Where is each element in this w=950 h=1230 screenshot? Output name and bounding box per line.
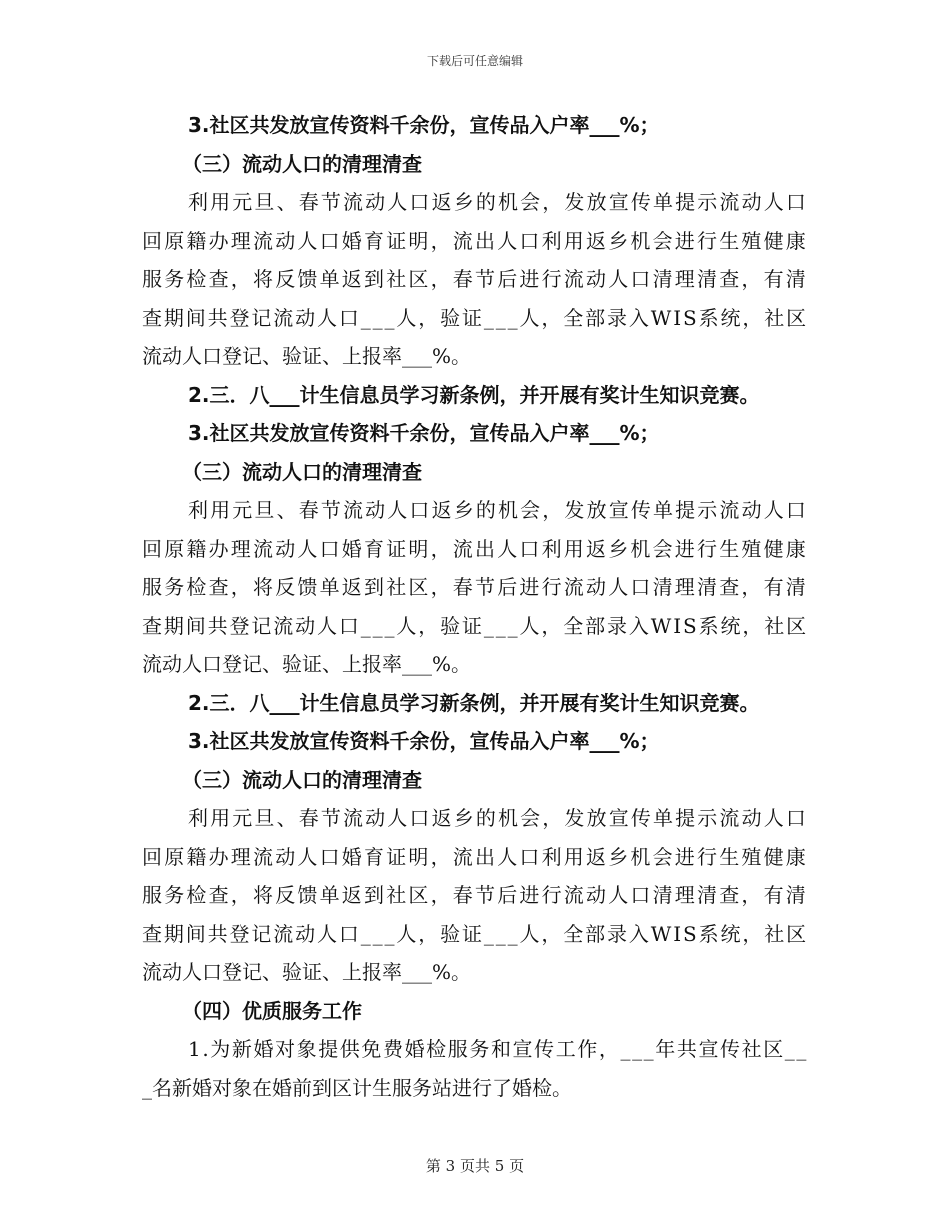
section-heading-line: （三）流动人口的清理清查 <box>182 459 422 484</box>
section-heading-line: 3.社区共发放宣传资料千余份，宣传品入户率___%； <box>188 729 660 753</box>
paragraph-line: 利用元旦、春节流动人口返乡的机会，发放宣传单提示流动人口 <box>188 806 808 830</box>
section-heading-line: 3.社区共发放宣传资料千余份，宣传品入户率___%； <box>188 113 660 137</box>
paragraph-line: 回原籍办理流动人口婚育证明，流出人口利用返乡机会进行生殖健康 <box>142 844 808 869</box>
section-heading-line: （三）流动人口的清理清查 <box>182 767 422 792</box>
section-heading-line: （四）优质服务工作 <box>182 998 362 1023</box>
page-header: 下载后可任意编辑 <box>426 54 523 68</box>
paragraph-line: 查期间共登记流动人口___人，验证___人，全部录入WIS系统，社区 <box>142 305 808 330</box>
paragraph-line: _名新婚对象在婚前到区计生服务站进行了婚检。 <box>142 1075 572 1100</box>
document-body <box>142 106 808 1107</box>
paragraph-line: 利用元旦、春节流动人口返乡的机会，发放宣传单提示流动人口 <box>188 498 808 522</box>
section-heading-line: 2.三．八___计生信息员学习新条例，并开展有奖计生知识竞赛。 <box>188 690 760 715</box>
paragraph-line: 流动人口登记、验证、上报率___%。 <box>142 652 472 676</box>
page-number: 第 3 页共 5 页 <box>425 1157 525 1175</box>
section-heading-line: 2.三．八___计生信息员学习新条例，并开展有奖计生知识竞赛。 <box>188 382 760 407</box>
paragraph-line: 利用元旦、春节流动人口返乡的机会，发放宣传单提示流动人口 <box>188 190 808 214</box>
paragraph-line: 服务检查，将反馈单返到社区，春节后进行流动人口清理清查，有清 <box>142 575 808 599</box>
paragraph-line: 回原籍办理流动人口婚育证明，流出人口利用返乡机会进行生殖健康 <box>142 536 808 561</box>
paragraph-line: 查期间共登记流动人口___人，验证___人，全部录入WIS系统，社区 <box>142 613 808 638</box>
paragraph-line: 流动人口登记、验证、上报率___%。 <box>142 344 472 368</box>
paragraph-line: 查期间共登记流动人口___人，验证___人，全部录入WIS系统，社区 <box>142 921 808 946</box>
paragraph-line: 服务检查，将反馈单返到社区，春节后进行流动人口清理清查，有清 <box>142 267 808 291</box>
paragraph-line: 服务检查，将反馈单返到社区，春节后进行流动人口清理清查，有清 <box>142 883 808 907</box>
section-heading-line: 3.社区共发放宣传资料千余份，宣传品入户率___%； <box>188 421 660 445</box>
paragraph-line: 1.为新婚对象提供免费婚检服务和宣传工作，___年共宣传社区__ <box>188 1037 808 1061</box>
section-heading-line: （三）流动人口的清理清查 <box>182 151 422 176</box>
paragraph-line: 回原籍办理流动人口婚育证明，流出人口利用返乡机会进行生殖健康 <box>142 228 808 253</box>
paragraph-line: 流动人口登记、验证、上报率___%。 <box>142 960 472 984</box>
